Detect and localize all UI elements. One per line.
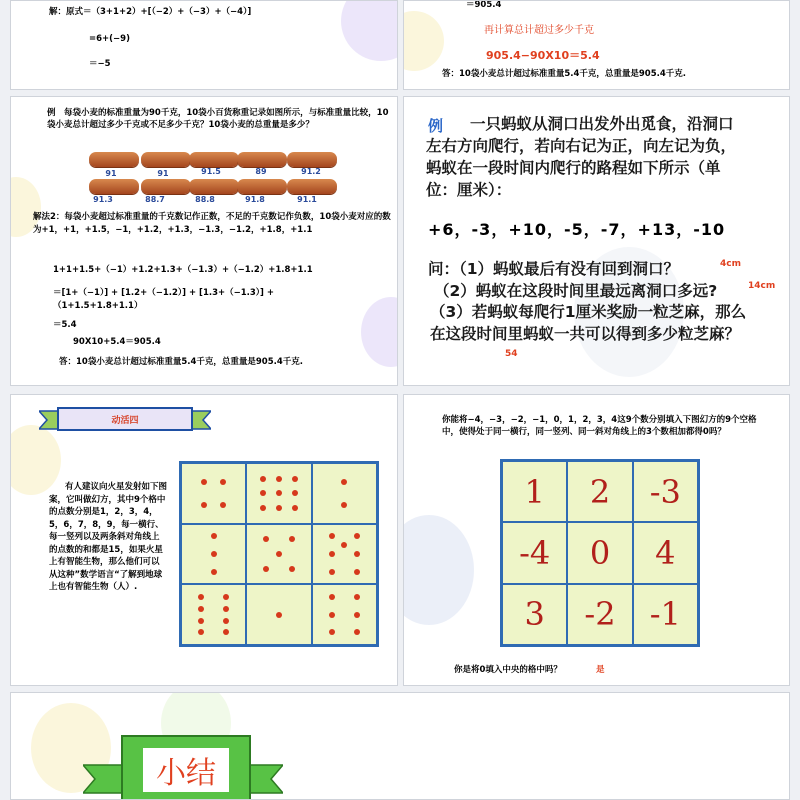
dot: [276, 490, 282, 496]
magic-square-text: 有人建议向火星发射如下图案，它叫做幻方，其中9个格中的点数分别是1，2，3，4，5，6，7，8，9，每一横行、每一竖列以及两条斜对角线上的点数的和都是15，如果火星上有智能生物，那么他们可以从这种”数学语言“了解到地球上也有智能生物（人）.: [49, 482, 168, 592]
answer-2: 14cm: [748, 281, 776, 291]
dot: [220, 502, 226, 508]
summary-title-box: [121, 735, 251, 800]
solution-line-1: 解：原式＝（3+1+2）+[（−2）+（−3）+（−4）]: [49, 7, 252, 17]
dot: [223, 629, 229, 635]
answer-text: 答：10袋小麦总计超过标准重量5.4千克，总重量是905.4千克.: [59, 357, 304, 367]
dot: [329, 612, 335, 618]
dot-cell: [181, 584, 246, 645]
dot: [329, 629, 335, 635]
wheat-bag: [237, 152, 287, 167]
question-2: （2）蚂蚁在这段时间里最远离洞口多远?: [434, 282, 718, 300]
slide-6: [403, 394, 790, 686]
example-label: 例: [428, 117, 444, 135]
wheat-bag: [287, 152, 337, 167]
dot: [292, 476, 298, 482]
answer-text: 答：10袋小麦总计超过标准重量5.4千克，总重量是905.4千克.: [442, 69, 687, 79]
balloon-decoration: [403, 515, 474, 625]
magic-cell: 0: [567, 522, 632, 583]
dot: [292, 505, 298, 511]
slide-5: [10, 394, 398, 686]
dot: [276, 505, 282, 511]
slide-2: [403, 0, 790, 90]
dot: [341, 502, 347, 508]
magic-cell: -1: [633, 584, 698, 645]
calc-title: 再计算总计超过多少千克: [484, 25, 594, 36]
slide-7: [10, 692, 790, 800]
weight-label: 91: [157, 169, 169, 178]
solution-line-2: =6+(−9): [89, 34, 130, 44]
dot: [276, 551, 282, 557]
dot: [354, 569, 360, 575]
question-1: 问：（1）蚂蚁最后有没有回到洞口？: [428, 260, 680, 278]
ribbon-label: 动活四: [57, 407, 193, 431]
dot-magic-square: [179, 461, 379, 647]
dot: [260, 490, 266, 496]
magic-cell: 1: [502, 461, 567, 522]
magic-cell: -3: [633, 461, 698, 522]
dot: [341, 479, 347, 485]
dot: [329, 551, 335, 557]
dot: [223, 606, 229, 612]
dot: [354, 533, 360, 539]
calc-line-2: ＝[1+（−1）] + [1.2+（−1.2）] + [1.3+（−1.3）] +: [53, 288, 275, 298]
dot: [354, 551, 360, 557]
weight-label: 91.3: [93, 195, 113, 204]
dot: [198, 594, 204, 600]
weight-label: 89: [255, 167, 267, 176]
dot-cell: [246, 524, 311, 585]
answer-1: 4cm: [720, 259, 741, 269]
slide-1: [10, 0, 398, 90]
magic-cell: 4: [633, 522, 698, 583]
activity-ribbon: [39, 407, 211, 431]
dot: [223, 618, 229, 624]
dot: [354, 629, 360, 635]
answer-3: 54: [505, 349, 518, 359]
result-line: ＝905.4: [466, 0, 502, 10]
dot: [263, 536, 269, 542]
calc-line-1: 1+1+1.5+（−1）+1.2+1.3+（−1.3）+（−1.2）+1.8+1.1: [53, 265, 313, 275]
weight-label: 88.7: [145, 195, 165, 204]
dot: [289, 566, 295, 572]
dot: [223, 594, 229, 600]
dot-cell: [181, 463, 246, 524]
weight-label: 91: [105, 169, 117, 178]
slide-3: [10, 96, 398, 386]
wheat-bag: [89, 152, 139, 167]
calc-line-5: 90X10+5.4＝905.4: [73, 337, 161, 347]
dot-cell: [246, 463, 311, 524]
dot-cell: [246, 584, 311, 645]
balloon-decoration: [341, 0, 398, 61]
solution-line-3: ＝−5: [89, 59, 111, 69]
center-question: 你是将0填入中央的格中吗？: [454, 665, 562, 675]
wheat-bag: [89, 179, 139, 194]
wheat-bag: [189, 152, 239, 167]
slide-4: [403, 96, 790, 386]
dot: [354, 594, 360, 600]
dot: [198, 618, 204, 624]
weight-label: 88.8: [195, 195, 215, 204]
dot: [276, 612, 282, 618]
dot-cell: [312, 584, 377, 645]
center-answer: 是: [596, 665, 605, 675]
dot: [220, 479, 226, 485]
dot: [276, 476, 282, 482]
weight-label: 91.8: [245, 195, 265, 204]
dot: [354, 612, 360, 618]
weight-label: 91.5: [201, 167, 221, 176]
problem-text: 一只蚂蚁从洞口出发外出觅食，沿洞口左右方向爬行，若向右记为正，向左记为负，蚂蚁在一段时间内爬行的路程如下所示（单位：厘米）：: [426, 115, 737, 199]
magic-cell: -2: [567, 584, 632, 645]
calc-line-4: ＝5.4: [53, 320, 77, 330]
dot-cell: [312, 463, 377, 524]
dot: [211, 551, 217, 557]
magic-cell: 3: [502, 584, 567, 645]
dot: [329, 594, 335, 600]
dot: [329, 569, 335, 575]
dot: [201, 479, 207, 485]
magic-cell: -4: [502, 522, 567, 583]
solution-text: 解法2：每袋小麦超过标准重量的千克数记作正数，不足的千克数记作负数，10袋小麦对应的数为+1，+1，+1.5，−1，+1.2，+1.3，−1.3，−1.2，+1.8，+1.1: [33, 212, 391, 235]
distance-sequence: +6，-3，+10，-5，-7，+13，-10: [428, 220, 726, 239]
dot: [211, 569, 217, 575]
calc-line-3: （1+1.5+1.8+1.1）: [53, 301, 143, 311]
weight-label: 91.1: [297, 195, 317, 204]
instruction-text: 你能将−4，−3，−2，−1，0，1，2，3，4这9个数分别填入下图幻方的9个空格中，使得处于同一横行，同一竖列、同一斜对角线上的3个数相加都得0吗？: [442, 415, 757, 437]
dot: [198, 629, 204, 635]
wheat-bag: [287, 179, 337, 194]
dot: [198, 606, 204, 612]
wheat-bag: [189, 179, 239, 194]
balloon-decoration: [403, 11, 444, 71]
dot: [341, 542, 347, 548]
summary-title: 小结: [143, 748, 229, 792]
number-magic-square: [500, 459, 700, 647]
dot-cell: [312, 524, 377, 585]
problem-text: 例 每袋小麦的标准重量为90千克，10袋小百货称重记录如图所示，与标准重量比较，10袋小麦总计超过多少千克或不足多少千克？10袋小麦的总重量是多少？: [47, 108, 389, 130]
dot: [289, 536, 295, 542]
dot: [292, 490, 298, 496]
wheat-bag: [141, 179, 191, 194]
dot: [263, 566, 269, 572]
calc-expression: 905.4−90X10＝5.4: [486, 49, 600, 62]
magic-cell: 2: [567, 461, 632, 522]
dot: [329, 533, 335, 539]
dot: [211, 533, 217, 539]
dot: [201, 502, 207, 508]
dot: [260, 505, 266, 511]
wheat-bag: [237, 179, 287, 194]
question-3: （3）若蚂蚁每爬行1厘米奖励一粒芝麻，那么在这段时间里蚂蚁一共可以得到多少粒芝麻？: [430, 303, 747, 343]
balloon-decoration: [361, 297, 398, 367]
dot-cell: [181, 524, 246, 585]
weight-label: 91.2: [301, 167, 321, 176]
wheat-bag: [141, 152, 191, 167]
dot: [260, 476, 266, 482]
